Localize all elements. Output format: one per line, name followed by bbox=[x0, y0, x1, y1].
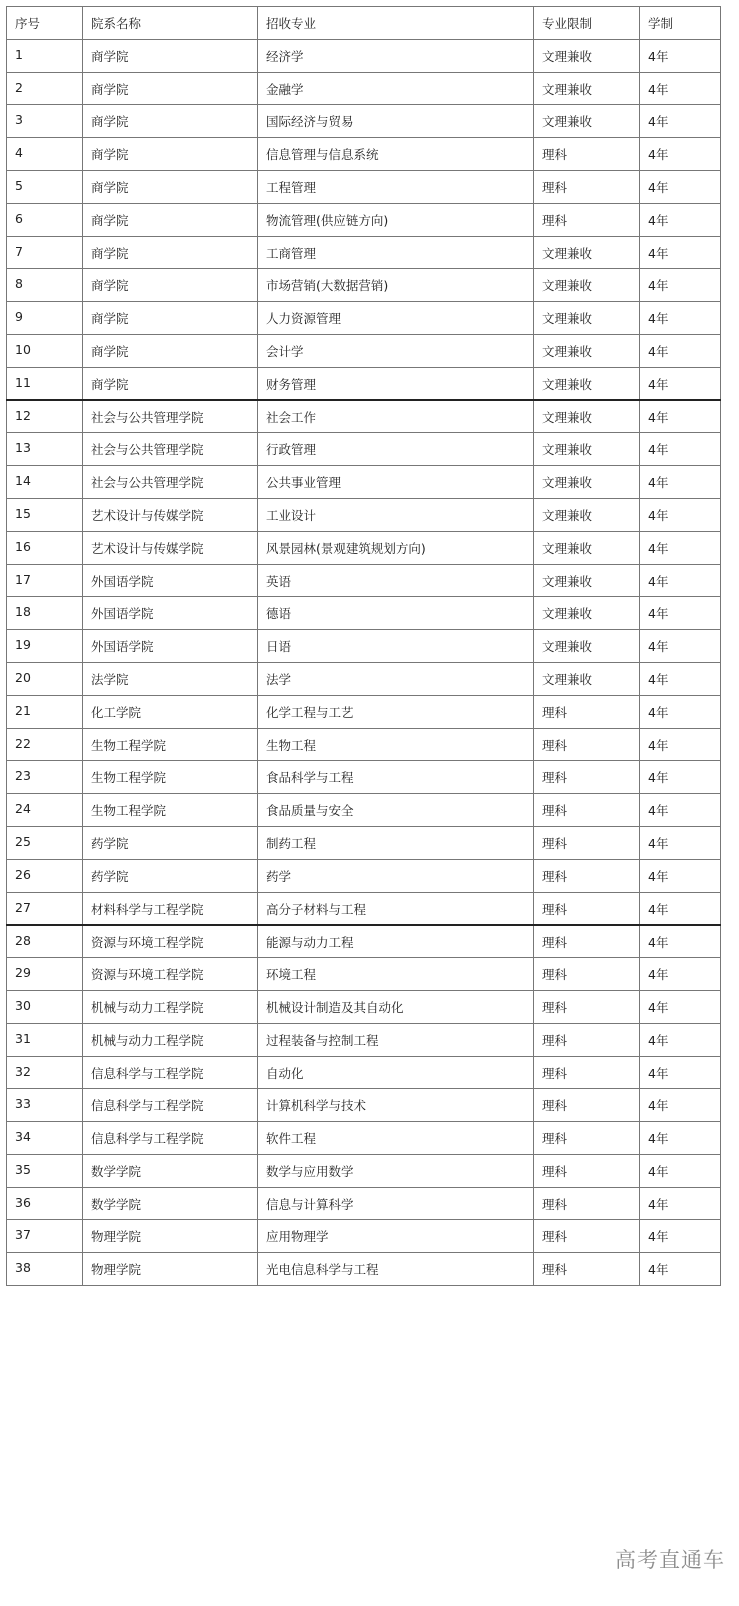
cell-department: 社会与公共管理学院 bbox=[83, 400, 258, 433]
cell-major: 经济学 bbox=[258, 39, 534, 72]
cell-restriction: 文理兼收 bbox=[534, 269, 640, 302]
cell-duration: 4年 bbox=[640, 728, 721, 761]
table-row bbox=[7, 203, 721, 236]
cell-index: 23 bbox=[7, 761, 83, 794]
table-row bbox=[7, 400, 721, 433]
table-row bbox=[7, 138, 721, 171]
cell-department: 机械与动力工程学院 bbox=[83, 990, 258, 1023]
table-row bbox=[7, 662, 721, 695]
cell-index: 18 bbox=[7, 597, 83, 630]
cell-restriction: 文理兼收 bbox=[534, 400, 640, 433]
cell-department: 药学院 bbox=[83, 859, 258, 892]
cell-index: 13 bbox=[7, 433, 83, 466]
cell-department: 商学院 bbox=[83, 138, 258, 171]
cell-major: 食品科学与工程 bbox=[258, 761, 534, 794]
cell-major: 化学工程与工艺 bbox=[258, 695, 534, 728]
cell-duration: 4年 bbox=[640, 203, 721, 236]
cell-major: 生物工程 bbox=[258, 728, 534, 761]
cell-duration: 4年 bbox=[640, 859, 721, 892]
cell-department: 物理学院 bbox=[83, 1253, 258, 1286]
cell-duration: 4年 bbox=[640, 433, 721, 466]
cell-department: 商学院 bbox=[83, 367, 258, 400]
cell-major: 信息与计算科学 bbox=[258, 1187, 534, 1220]
cell-major: 应用物理学 bbox=[258, 1220, 534, 1253]
cell-restriction: 理科 bbox=[534, 695, 640, 728]
table-body bbox=[7, 39, 721, 1285]
cell-major: 物流管理(供应链方向) bbox=[258, 203, 534, 236]
cell-restriction: 理科 bbox=[534, 1220, 640, 1253]
cell-major: 会计学 bbox=[258, 334, 534, 367]
cell-major: 日语 bbox=[258, 630, 534, 663]
cell-restriction: 理科 bbox=[534, 761, 640, 794]
cell-duration: 4年 bbox=[640, 564, 721, 597]
cell-duration: 4年 bbox=[640, 531, 721, 564]
cell-index: 27 bbox=[7, 892, 83, 925]
header-index: 序号 bbox=[7, 7, 83, 40]
cell-duration: 4年 bbox=[640, 1056, 721, 1089]
header-restriction: 专业限制 bbox=[534, 7, 640, 40]
table-row bbox=[7, 990, 721, 1023]
cell-index: 32 bbox=[7, 1056, 83, 1089]
table-row bbox=[7, 859, 721, 892]
cell-index: 9 bbox=[7, 302, 83, 335]
cell-restriction: 文理兼收 bbox=[534, 367, 640, 400]
table-row bbox=[7, 269, 721, 302]
cell-major: 工程管理 bbox=[258, 170, 534, 203]
cell-major: 药学 bbox=[258, 859, 534, 892]
table-row bbox=[7, 105, 721, 138]
cell-restriction: 文理兼收 bbox=[534, 105, 640, 138]
cell-restriction: 文理兼收 bbox=[534, 236, 640, 269]
cell-index: 37 bbox=[7, 1220, 83, 1253]
table-row bbox=[7, 728, 721, 761]
cell-department: 材料科学与工程学院 bbox=[83, 892, 258, 925]
cell-index: 30 bbox=[7, 990, 83, 1023]
cell-restriction: 理科 bbox=[534, 892, 640, 925]
cell-department: 药学院 bbox=[83, 826, 258, 859]
cell-index: 19 bbox=[7, 630, 83, 663]
cell-major: 财务管理 bbox=[258, 367, 534, 400]
cell-index: 20 bbox=[7, 662, 83, 695]
cell-department: 艺术设计与传媒学院 bbox=[83, 531, 258, 564]
cell-department: 生物工程学院 bbox=[83, 761, 258, 794]
cell-duration: 4年 bbox=[640, 170, 721, 203]
cell-major: 计算机科学与技术 bbox=[258, 1089, 534, 1122]
cell-department: 数学学院 bbox=[83, 1187, 258, 1220]
table-row bbox=[7, 466, 721, 499]
cell-restriction: 理科 bbox=[534, 925, 640, 958]
cell-major: 德语 bbox=[258, 597, 534, 630]
cell-index: 16 bbox=[7, 531, 83, 564]
cell-department: 艺术设计与传媒学院 bbox=[83, 498, 258, 531]
cell-restriction: 文理兼收 bbox=[534, 564, 640, 597]
cell-restriction: 理科 bbox=[534, 859, 640, 892]
cell-index: 5 bbox=[7, 170, 83, 203]
cell-restriction: 文理兼收 bbox=[534, 630, 640, 663]
cell-duration: 4年 bbox=[640, 1089, 721, 1122]
table-row bbox=[7, 334, 721, 367]
cell-index: 3 bbox=[7, 105, 83, 138]
cell-restriction: 理科 bbox=[534, 958, 640, 991]
cell-department: 数学学院 bbox=[83, 1154, 258, 1187]
watermark: 高考直通车 bbox=[615, 1548, 725, 1572]
cell-department: 商学院 bbox=[83, 39, 258, 72]
cell-duration: 4年 bbox=[640, 892, 721, 925]
cell-major: 公共事业管理 bbox=[258, 466, 534, 499]
cell-major: 金融学 bbox=[258, 72, 534, 105]
cell-restriction: 理科 bbox=[534, 826, 640, 859]
cell-index: 28 bbox=[7, 925, 83, 958]
cell-restriction: 理科 bbox=[534, 203, 640, 236]
cell-index: 17 bbox=[7, 564, 83, 597]
cell-department: 商学院 bbox=[83, 203, 258, 236]
cell-index: 31 bbox=[7, 1023, 83, 1056]
cell-department: 商学院 bbox=[83, 170, 258, 203]
cell-major: 行政管理 bbox=[258, 433, 534, 466]
cell-major: 过程装备与控制工程 bbox=[258, 1023, 534, 1056]
cell-department: 商学院 bbox=[83, 302, 258, 335]
cell-duration: 4年 bbox=[640, 498, 721, 531]
cell-duration: 4年 bbox=[640, 1154, 721, 1187]
cell-major: 信息管理与信息系统 bbox=[258, 138, 534, 171]
cell-duration: 4年 bbox=[640, 269, 721, 302]
cell-index: 12 bbox=[7, 400, 83, 433]
table-row bbox=[7, 498, 721, 531]
table-row bbox=[7, 1187, 721, 1220]
cell-department: 信息科学与工程学院 bbox=[83, 1122, 258, 1155]
table-row bbox=[7, 367, 721, 400]
cell-department: 外国语学院 bbox=[83, 564, 258, 597]
cell-restriction: 理科 bbox=[534, 1056, 640, 1089]
table-row bbox=[7, 1056, 721, 1089]
table-row bbox=[7, 1154, 721, 1187]
cell-restriction: 文理兼收 bbox=[534, 302, 640, 335]
cell-major: 社会工作 bbox=[258, 400, 534, 433]
cell-duration: 4年 bbox=[640, 794, 721, 827]
cell-department: 商学院 bbox=[83, 72, 258, 105]
cell-department: 化工学院 bbox=[83, 695, 258, 728]
cell-duration: 4年 bbox=[640, 990, 721, 1023]
cell-restriction: 理科 bbox=[534, 1253, 640, 1286]
cell-restriction: 理科 bbox=[534, 1154, 640, 1187]
cell-major: 光电信息科学与工程 bbox=[258, 1253, 534, 1286]
cell-restriction: 理科 bbox=[534, 728, 640, 761]
header-major: 招收专业 bbox=[258, 7, 534, 40]
cell-duration: 4年 bbox=[640, 72, 721, 105]
cell-restriction: 理科 bbox=[534, 138, 640, 171]
cell-duration: 4年 bbox=[640, 302, 721, 335]
majors-table bbox=[6, 6, 721, 1286]
header-department: 院系名称 bbox=[83, 7, 258, 40]
table-row bbox=[7, 630, 721, 663]
cell-major: 能源与动力工程 bbox=[258, 925, 534, 958]
cell-index: 14 bbox=[7, 466, 83, 499]
cell-duration: 4年 bbox=[640, 761, 721, 794]
cell-department: 物理学院 bbox=[83, 1220, 258, 1253]
cell-department: 信息科学与工程学院 bbox=[83, 1089, 258, 1122]
cell-index: 35 bbox=[7, 1154, 83, 1187]
cell-major: 法学 bbox=[258, 662, 534, 695]
cell-department: 商学院 bbox=[83, 334, 258, 367]
table-row bbox=[7, 1089, 721, 1122]
cell-department: 商学院 bbox=[83, 269, 258, 302]
table-row bbox=[7, 236, 721, 269]
cell-index: 1 bbox=[7, 39, 83, 72]
cell-major: 机械设计制造及其自动化 bbox=[258, 990, 534, 1023]
table-row bbox=[7, 1220, 721, 1253]
cell-major: 环境工程 bbox=[258, 958, 534, 991]
cell-major: 国际经济与贸易 bbox=[258, 105, 534, 138]
cell-major: 工商管理 bbox=[258, 236, 534, 269]
cell-index: 25 bbox=[7, 826, 83, 859]
cell-index: 4 bbox=[7, 138, 83, 171]
table-row bbox=[7, 925, 721, 958]
cell-major: 风景园林(景观建筑规划方向) bbox=[258, 531, 534, 564]
cell-department: 法学院 bbox=[83, 662, 258, 695]
table-row bbox=[7, 892, 721, 925]
cell-index: 33 bbox=[7, 1089, 83, 1122]
cell-department: 生物工程学院 bbox=[83, 794, 258, 827]
cell-duration: 4年 bbox=[640, 630, 721, 663]
table-row bbox=[7, 564, 721, 597]
cell-duration: 4年 bbox=[640, 466, 721, 499]
table-row bbox=[7, 761, 721, 794]
table-row bbox=[7, 39, 721, 72]
cell-restriction: 理科 bbox=[534, 990, 640, 1023]
table-row bbox=[7, 1253, 721, 1286]
cell-duration: 4年 bbox=[640, 400, 721, 433]
table-row bbox=[7, 531, 721, 564]
cell-duration: 4年 bbox=[640, 925, 721, 958]
cell-department: 信息科学与工程学院 bbox=[83, 1056, 258, 1089]
table-row bbox=[7, 597, 721, 630]
table-row bbox=[7, 1023, 721, 1056]
table-row bbox=[7, 170, 721, 203]
cell-restriction: 理科 bbox=[534, 794, 640, 827]
table-row bbox=[7, 826, 721, 859]
table-row bbox=[7, 433, 721, 466]
cell-restriction: 文理兼收 bbox=[534, 531, 640, 564]
cell-index: 38 bbox=[7, 1253, 83, 1286]
cell-major: 自动化 bbox=[258, 1056, 534, 1089]
cell-major: 高分子材料与工程 bbox=[258, 892, 534, 925]
table-row bbox=[7, 695, 721, 728]
cell-department: 外国语学院 bbox=[83, 597, 258, 630]
cell-major: 工业设计 bbox=[258, 498, 534, 531]
cell-duration: 4年 bbox=[640, 662, 721, 695]
cell-restriction: 文理兼收 bbox=[534, 466, 640, 499]
cell-index: 11 bbox=[7, 367, 83, 400]
cell-department: 资源与环境工程学院 bbox=[83, 958, 258, 991]
cell-duration: 4年 bbox=[640, 105, 721, 138]
cell-index: 36 bbox=[7, 1187, 83, 1220]
cell-major: 软件工程 bbox=[258, 1122, 534, 1155]
cell-duration: 4年 bbox=[640, 1253, 721, 1286]
cell-index: 10 bbox=[7, 334, 83, 367]
cell-restriction: 理科 bbox=[534, 1122, 640, 1155]
cell-restriction: 理科 bbox=[534, 1023, 640, 1056]
table-row bbox=[7, 794, 721, 827]
cell-major: 制药工程 bbox=[258, 826, 534, 859]
cell-restriction: 文理兼收 bbox=[534, 597, 640, 630]
cell-restriction: 文理兼收 bbox=[534, 72, 640, 105]
cell-department: 社会与公共管理学院 bbox=[83, 466, 258, 499]
cell-index: 7 bbox=[7, 236, 83, 269]
table-header-row bbox=[7, 7, 721, 40]
cell-index: 24 bbox=[7, 794, 83, 827]
cell-index: 2 bbox=[7, 72, 83, 105]
cell-duration: 4年 bbox=[640, 695, 721, 728]
cell-department: 社会与公共管理学院 bbox=[83, 433, 258, 466]
cell-restriction: 理科 bbox=[534, 1187, 640, 1220]
cell-index: 22 bbox=[7, 728, 83, 761]
cell-department: 机械与动力工程学院 bbox=[83, 1023, 258, 1056]
cell-restriction: 文理兼收 bbox=[534, 334, 640, 367]
table-row bbox=[7, 958, 721, 991]
table-row bbox=[7, 1122, 721, 1155]
cell-index: 29 bbox=[7, 958, 83, 991]
cell-duration: 4年 bbox=[640, 367, 721, 400]
cell-duration: 4年 bbox=[640, 958, 721, 991]
table-row bbox=[7, 302, 721, 335]
cell-duration: 4年 bbox=[640, 1187, 721, 1220]
cell-major: 人力资源管理 bbox=[258, 302, 534, 335]
cell-duration: 4年 bbox=[640, 39, 721, 72]
cell-index: 15 bbox=[7, 498, 83, 531]
cell-restriction: 文理兼收 bbox=[534, 498, 640, 531]
table-row bbox=[7, 72, 721, 105]
cell-restriction: 文理兼收 bbox=[534, 662, 640, 695]
cell-department: 商学院 bbox=[83, 105, 258, 138]
cell-index: 8 bbox=[7, 269, 83, 302]
cell-department: 资源与环境工程学院 bbox=[83, 925, 258, 958]
cell-duration: 4年 bbox=[640, 138, 721, 171]
cell-restriction: 理科 bbox=[534, 170, 640, 203]
cell-department: 生物工程学院 bbox=[83, 728, 258, 761]
cell-major: 英语 bbox=[258, 564, 534, 597]
cell-duration: 4年 bbox=[640, 1220, 721, 1253]
cell-index: 21 bbox=[7, 695, 83, 728]
cell-major: 食品质量与安全 bbox=[258, 794, 534, 827]
cell-duration: 4年 bbox=[640, 597, 721, 630]
cell-index: 34 bbox=[7, 1122, 83, 1155]
cell-duration: 4年 bbox=[640, 826, 721, 859]
cell-major: 市场营销(大数据营销) bbox=[258, 269, 534, 302]
cell-department: 商学院 bbox=[83, 236, 258, 269]
cell-restriction: 文理兼收 bbox=[534, 39, 640, 72]
cell-index: 6 bbox=[7, 203, 83, 236]
header-duration: 学制 bbox=[640, 7, 721, 40]
cell-duration: 4年 bbox=[640, 1023, 721, 1056]
cell-index: 26 bbox=[7, 859, 83, 892]
cell-restriction: 理科 bbox=[534, 1089, 640, 1122]
cell-duration: 4年 bbox=[640, 236, 721, 269]
cell-restriction: 文理兼收 bbox=[534, 433, 640, 466]
cell-department: 外国语学院 bbox=[83, 630, 258, 663]
cell-major: 数学与应用数学 bbox=[258, 1154, 534, 1187]
cell-duration: 4年 bbox=[640, 1122, 721, 1155]
cell-duration: 4年 bbox=[640, 334, 721, 367]
